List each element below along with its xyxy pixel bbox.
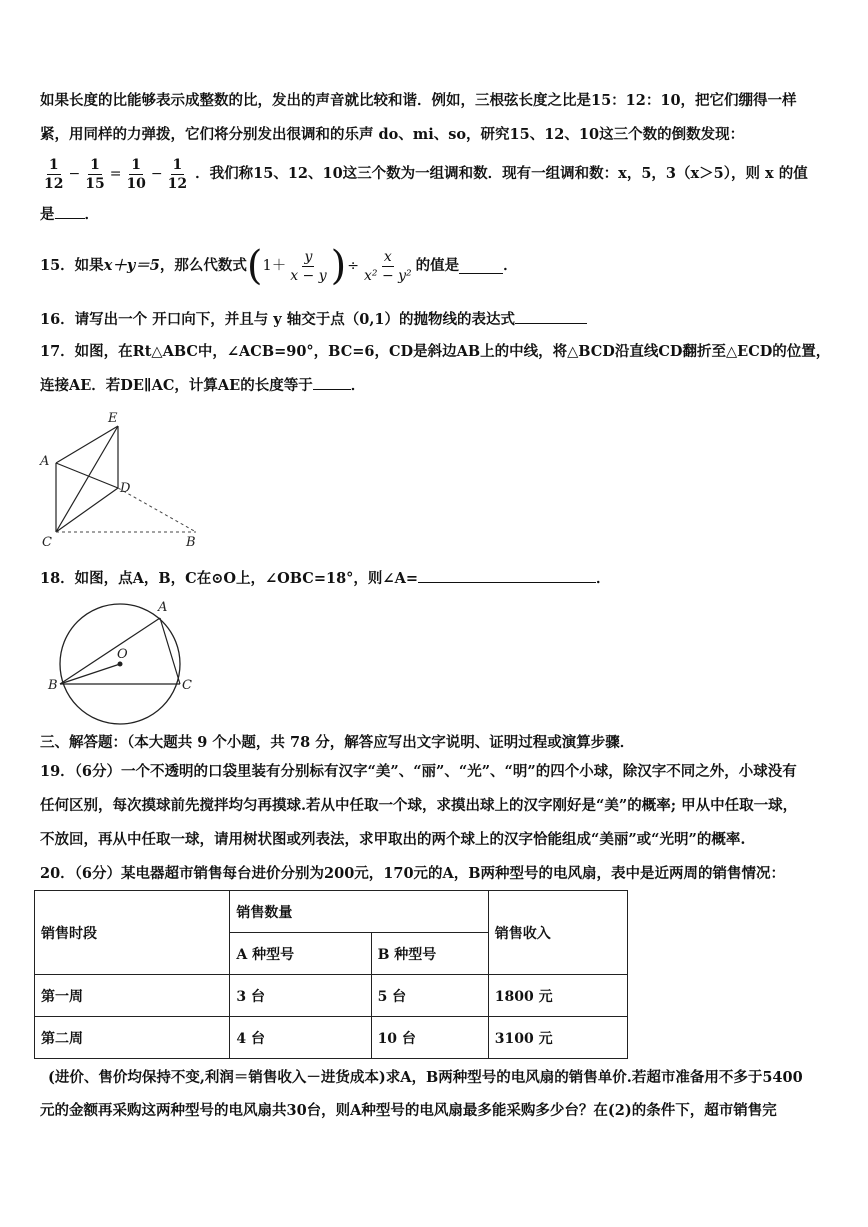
p17-line-1: 17．如图，在Rt△ABC中，∠ACB=90°，BC=6，CD是斜边AB上的中线，将△BCD沿直线CD翻折至△ECD的位置， — [40, 343, 831, 360]
sales-table — [34, 890, 628, 1059]
label-C: C — [182, 678, 192, 693]
p15-condition: x＋y＝5 — [103, 257, 160, 274]
p15-prefix: 15．如果 — [40, 257, 104, 274]
header-type-b: B 种型号 — [371, 933, 488, 975]
p18-figure — [44, 598, 204, 732]
p14-line-1: 如果长度的比能够表示成整数的比，发出的声音就比较和谐．例如，三根弦长度之比是15：12：10，把它们绷得一样 — [40, 92, 797, 109]
label-A: A — [40, 454, 50, 469]
fraction-y-over-x-minus-y: $\frac{y}{x - y}$ — [290, 248, 327, 284]
answer-blank — [418, 568, 596, 583]
fraction-1-15: $\frac{1}{15}$ — [85, 156, 105, 192]
p19-line-1: 19．（6分）一个不透明的口袋里装有分别标有汉字“美”、“丽”、“光”、“明”的四个小球，除汉字不同之外，小球没有 — [40, 763, 797, 780]
cell-b: 5 台 — [371, 975, 488, 1017]
p14-line-2: 紧，用同样的力弹拨，它们将分别发出很调和的乐声 do、mi、so，研究15、12、10这三个数的倒数发现： — [40, 126, 745, 143]
left-paren: ( — [246, 243, 263, 289]
p15-line: 15．如果 x＋y＝5 ，那么代数式 ( 1＋ $\frac{y}{x - y}$ ) ÷ $\frac{x}{\text{x² − y²}}$ 的值是 ． — [40, 243, 518, 289]
center-dot — [118, 662, 123, 667]
segment-CD — [56, 488, 118, 532]
cell-period: 第二周 — [35, 1017, 230, 1059]
p20-after-1: (进价、售价均保持不变,利润＝销售收入－进货成本)求A，B两种型号的电风扇的销售单价.若超市准备用不多于5400 — [48, 1069, 803, 1086]
minus-sign: − — [150, 166, 163, 182]
p19-line-2: 任何区别，每次摸球前先搅拌均匀再摸球.若从中任取一个球，求摸出球上的汉字刚好是“美”的概率; 甲从中任取一球， — [40, 797, 798, 814]
p14-line-3 — [40, 152, 830, 196]
header-quantity: 销售数量 — [230, 891, 488, 933]
cell-b: 10 台 — [371, 1017, 488, 1059]
cell-income: 1800 元 — [488, 975, 627, 1017]
p17-line-2: 连接AE．若DE∥AC，计算AE的长度等于 ． — [40, 377, 366, 394]
p16-line: 16．请写出一个 开口向下，并且与 y 轴交于点（0,1）的抛物线的表达式 — [40, 309, 830, 330]
cell-income: 3100 元 — [488, 1017, 627, 1059]
label-O: O — [117, 647, 128, 662]
answer-blank — [55, 204, 85, 219]
p18-line: 18．如图，点A，B，C在⊙O上，∠OBC=18°，则∠A= ． — [40, 570, 611, 587]
cell-a: 4 台 — [230, 1017, 371, 1059]
fraction-1-12: $\frac{1}{12}$ — [44, 156, 64, 192]
answer-blank — [313, 375, 351, 390]
p14-line-4: 是 ． — [40, 206, 99, 223]
answer-blank — [515, 309, 587, 324]
segment-AE — [56, 426, 118, 463]
label-A: A — [158, 600, 168, 615]
label-E: E — [108, 411, 118, 426]
divide-sign: ÷ — [347, 258, 359, 274]
header-income: 销售收入 — [488, 891, 627, 975]
right-paren: ) — [330, 243, 347, 289]
cell-a: 3 台 — [230, 975, 371, 1017]
chord-AC — [160, 618, 180, 684]
label-D: D — [120, 481, 131, 496]
cell-period: 第一周 — [35, 975, 230, 1017]
one-plus: 1＋ — [262, 258, 287, 274]
header-type-a: A 种型号 — [230, 933, 371, 975]
segment-AD — [56, 463, 118, 488]
p20-intro: 20．（6分）某电器超市销售每台进价分别为200元，170元的A，B两种型号的电风扇，表中是近两周的销售情况： — [40, 865, 786, 882]
p20-after-2: 元的金额再采购这两种型号的电风扇共30台，则A种型号的电风扇最多能采购多少台？在(2)的条件下，超市销售完 — [40, 1102, 777, 1119]
header-period: 销售时段 — [35, 891, 230, 975]
p17-figure — [36, 408, 216, 550]
section-3-heading: 三、解答题：（本大题共 9 个小题，共 78 分，解答应写出文字说明、证明过程或演算步骤． — [40, 734, 635, 751]
label-C: C — [42, 535, 52, 550]
fraction-1-10: $\frac{1}{10}$ — [126, 156, 146, 192]
p14-line-3-text: ．我们称15、12、10这三个数为一组调和数．现有一组调和数：x，5，3（x＞5），则 x 的值 — [195, 165, 808, 182]
p15-suffix: 的值是 — [415, 257, 460, 274]
chord-BA — [60, 618, 160, 684]
segment-CE — [56, 426, 118, 532]
p19-line-3: 不放回，再从中任取一球，请用树状图或列表法，求甲取出的两个球上的汉字恰能组成“美丽”或“光明”的概率. — [40, 831, 746, 848]
minus-sign: − — [68, 166, 81, 182]
p15-mid: ，那么代数式 — [159, 257, 247, 274]
table-row — [35, 975, 628, 1017]
label-B: B — [186, 535, 196, 550]
answer-blank — [459, 259, 503, 274]
label-B: B — [48, 678, 58, 693]
fraction-1-12b: $\frac{1}{12}$ — [167, 156, 188, 192]
radius-OB — [60, 664, 120, 684]
equals-sign: = — [109, 166, 122, 182]
fraction-x-over-x2-minus-y2: $\frac{x}{\text{x² − y²}}$ — [363, 248, 412, 284]
table-row — [35, 1017, 628, 1059]
